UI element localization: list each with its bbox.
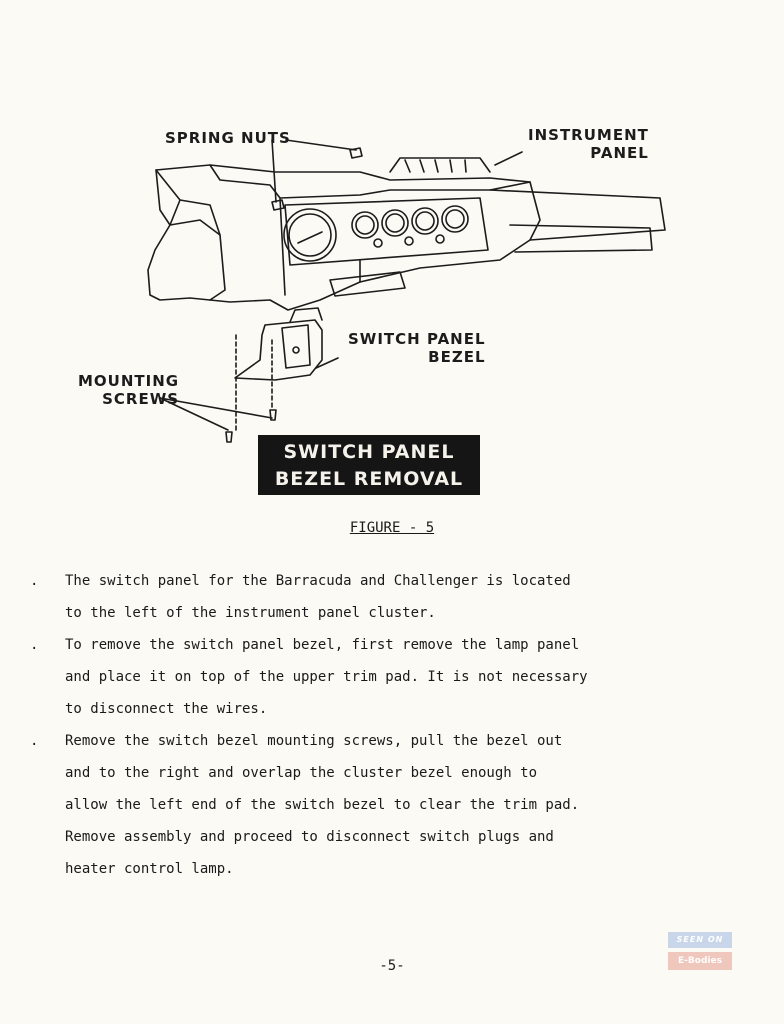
watermark-bottom: E-Bodies [668,952,732,970]
watermark-top: SEEN ON [668,932,732,948]
watermark-logo [668,932,732,972]
page-number: -5- [379,958,405,974]
paragraph [30,725,730,885]
callout-spring-nuts: SPRING NUTS [165,129,291,147]
figure-title: SWITCH PANEL BEZEL REMOVAL [258,435,480,495]
bullet: . [30,733,39,749]
text-line: The switch panel for the Barracuda and Challenger is located [65,573,571,589]
body-text [30,565,730,885]
text-line: and to the right and overlap the cluster bezel enough to [65,765,538,781]
figure-caption: FIGURE - 5 [349,520,435,536]
text-line: heater control lamp. [65,861,234,877]
text-line: Remove the switch bezel mounting screws, pull the bezel out [65,733,563,749]
text-line: to disconnect the wires. [65,701,268,717]
figure-illustration [60,110,720,510]
text-line: and place it on top of the upper trim pad. It is not necessary [65,669,588,685]
bullet: . [30,637,39,653]
text-line: Remove assembly and proceed to disconnect switch plugs and [65,829,554,845]
paragraph [30,565,730,629]
callout-switch-panel-bezel: SWITCH PANEL BEZEL [348,330,486,366]
callout-instrument-panel: INSTRUMENT PANEL [528,126,649,162]
text-line: to the left of the instrument panel cluster. [65,605,436,621]
bullet: . [30,573,39,589]
text-line: allow the left end of the switch bezel to clear the trim pad. [65,797,580,813]
callout-mounting-screws: MOUNTING SCREWS [78,372,180,408]
text-line: To remove the switch panel bezel, first remove the lamp panel [65,637,580,653]
paragraph [30,629,730,725]
